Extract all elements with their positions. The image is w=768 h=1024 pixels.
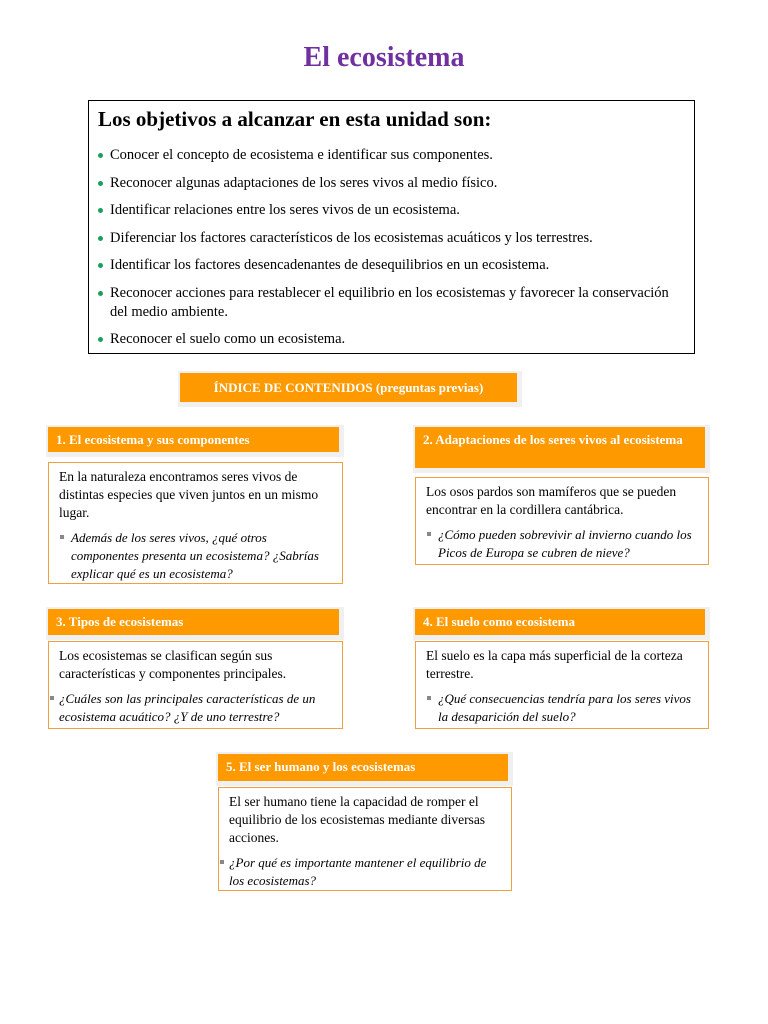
- section-2-question: [426, 526, 698, 562]
- section-5-header-label: 5. El ser humano y los ecosistemas: [218, 754, 508, 781]
- section-2-text: Los osos pardos son mamíferos que se pueden encontrar en la cordillera cantábrica.: [426, 484, 677, 517]
- square-bullet-icon: [50, 696, 54, 700]
- list-item: [98, 284, 683, 322]
- section-4-text: El suelo es la capa más superficial de la corteza terrestre.: [426, 648, 683, 681]
- bullet-icon: [98, 153, 103, 158]
- list-item: [98, 229, 683, 248]
- bullet-icon: [98, 208, 103, 213]
- section-1-header-label: 1. El ecosistema y sus componentes: [48, 427, 339, 452]
- objective-text: Diferenciar los factores característicos de los ecosistemas acuáticos y los terrestres.: [110, 229, 593, 246]
- section-2-question-text: ¿Cómo pueden sobrevivir al invierno cuando los Picos de Europa se cubren de nieve?: [438, 527, 692, 560]
- section-2-box: [415, 477, 709, 565]
- objectives-list: [98, 146, 683, 358]
- bullet-icon: [98, 263, 103, 268]
- square-bullet-icon: [60, 535, 64, 539]
- section-2-header-label: 2. Adaptaciones de los seres vivos al ecosistema: [415, 427, 705, 468]
- section-3-header[interactable]: [46, 607, 344, 640]
- bullet-icon: [98, 236, 103, 241]
- list-item: [98, 174, 683, 193]
- objective-text: Conocer el concepto de ecosistema e identificar sus componentes.: [110, 147, 493, 163]
- bullet-icon: [98, 291, 103, 296]
- objective-text: Identificar los factores desencadenantes de desequilibrios en un ecosistema.: [110, 257, 550, 273]
- section-1-question-text: Además de los seres vivos, ¿qué otros componentes presenta un ecosistema? ¿Sabrías explicar qué es un ecosistema?: [71, 530, 319, 581]
- section-2-header[interactable]: [413, 425, 710, 473]
- section-1-text: En la naturaleza encontramos seres vivos de distintas especies que viven juntos en un mismo lugar.: [59, 469, 319, 520]
- list-item: [98, 201, 683, 220]
- objective-text: Reconocer acciones para restablecer el equilibrio en los ecosistemas y favorecer la conservación del medio ambiente.: [110, 284, 669, 320]
- objective-text: Identificar relaciones entre los seres vivos de un ecosistema.: [110, 202, 460, 218]
- section-4-header-label: 4. El suelo como ecosistema: [415, 609, 705, 635]
- section-3-question: [59, 690, 332, 726]
- section-5-header[interactable]: [216, 752, 513, 786]
- list-item: [98, 146, 683, 165]
- section-3-question-text: ¿Cuáles son las principales características de un ecosistema acuático? ¿Y de uno terrestre?: [59, 691, 316, 724]
- section-4-question: [426, 690, 698, 726]
- section-5-text: El ser humano tiene la capacidad de romper el equilibrio de los ecosistemas mediante diversas acciones.: [229, 794, 486, 845]
- section-5-box: [218, 787, 512, 891]
- square-bullet-icon: [427, 696, 431, 700]
- page-title: El ecosistema: [303, 42, 465, 73]
- section-1-header[interactable]: [46, 425, 344, 457]
- section-1-question: [59, 529, 332, 583]
- square-bullet-icon: [220, 860, 224, 864]
- section-5-question: [229, 854, 501, 890]
- index-button[interactable]: [178, 371, 522, 407]
- index-button-label: ÍNDICE DE CONTENIDOS (preguntas previas): [180, 373, 517, 402]
- list-item: [98, 256, 683, 275]
- section-3-text: Los ecosistemas se clasifican según sus características y componentes principales.: [59, 648, 287, 681]
- section-3-header-label: 3. Tipos de ecosistemas: [48, 609, 339, 635]
- bullet-icon: [98, 181, 103, 186]
- objective-text: Reconocer el suelo como un ecosistema.: [110, 331, 346, 347]
- objective-text: Reconocer algunas adaptaciones de los seres vivos al medio físico.: [110, 174, 498, 191]
- section-1-box: [48, 462, 343, 584]
- section-4-box: [415, 641, 709, 729]
- objectives-box: [88, 100, 695, 354]
- section-5-question-text: ¿Por qué es importante mantener el equilibrio de los ecosistemas?: [229, 855, 487, 888]
- objectives-heading: Los objetivos a alcanzar en esta unidad son:: [98, 107, 492, 131]
- section-3-box: [48, 641, 343, 729]
- section-4-question-text: ¿Qué consecuencias tendría para los seres vivos la desaparición del suelo?: [438, 691, 691, 724]
- list-item: [98, 330, 683, 349]
- square-bullet-icon: [427, 532, 431, 536]
- section-4-header[interactable]: [413, 607, 710, 640]
- bullet-icon: [98, 337, 103, 342]
